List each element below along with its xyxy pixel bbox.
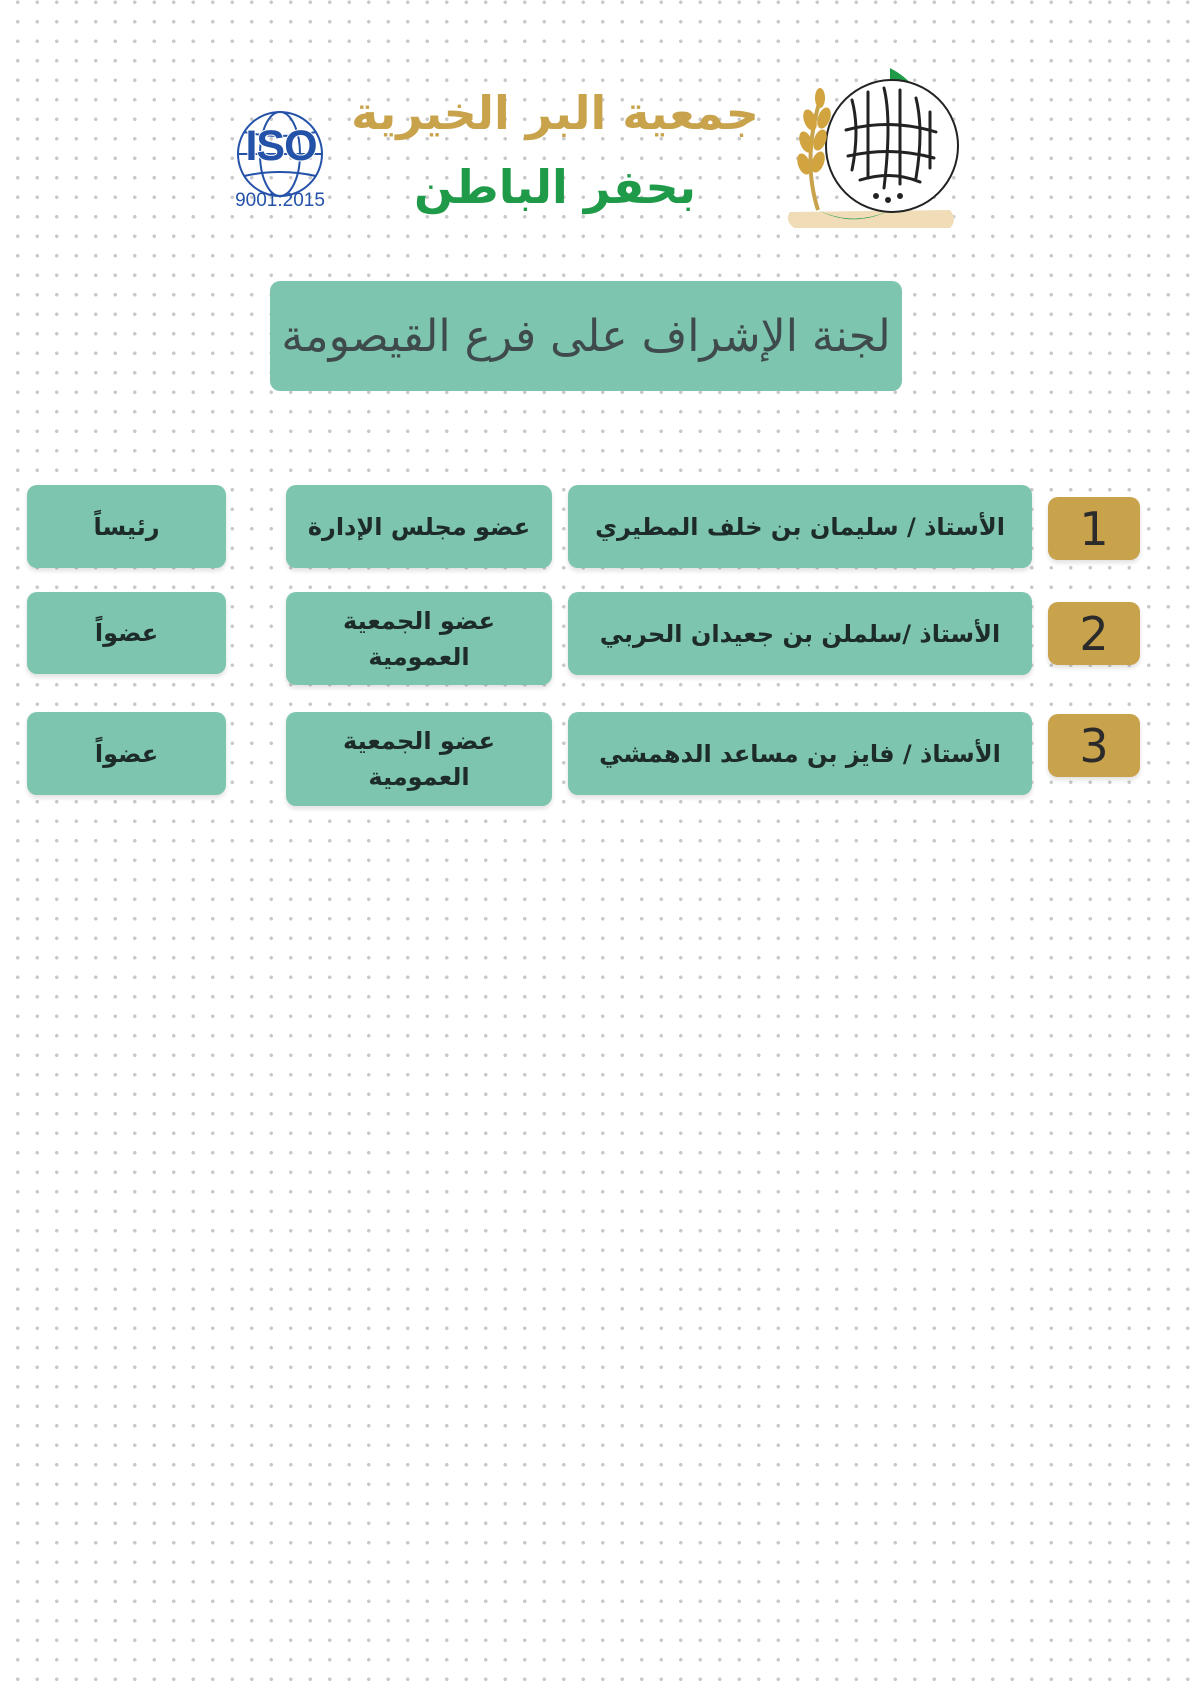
member-position: عضو مجلس الإدارة [286, 485, 552, 568]
member-number: 3 [1048, 714, 1140, 777]
member-number: 1 [1048, 497, 1140, 560]
member-number: 2 [1048, 602, 1140, 665]
organization-name-line1: جمعية البر الخيرية [351, 86, 759, 140]
title-banner [270, 281, 902, 391]
iso-label: ISO [245, 122, 317, 170]
page-title: لجنة الإشراف على فرع القيصومة [281, 310, 891, 362]
member-position: عضو الجمعية العمومية [286, 592, 552, 685]
member-name: الأستاذ /سلملن بن جعيدان الحربي [568, 592, 1032, 675]
member-position: عضو الجمعية العمومية [286, 712, 552, 806]
member-role: رئيساً [27, 485, 226, 568]
member-name: الأستاذ / فايز بن مساعد الدهمشي [568, 712, 1032, 795]
charity-emblem-icon [780, 60, 980, 235]
iso-standard: 9001:2015 [235, 190, 325, 211]
member-role: عضواً [27, 592, 226, 674]
member-name: الأستاذ / سليمان بن خلف المطيري [568, 485, 1032, 568]
organization-name-line2: بحفر الباطن [414, 160, 696, 214]
member-role: عضواً [27, 712, 226, 795]
